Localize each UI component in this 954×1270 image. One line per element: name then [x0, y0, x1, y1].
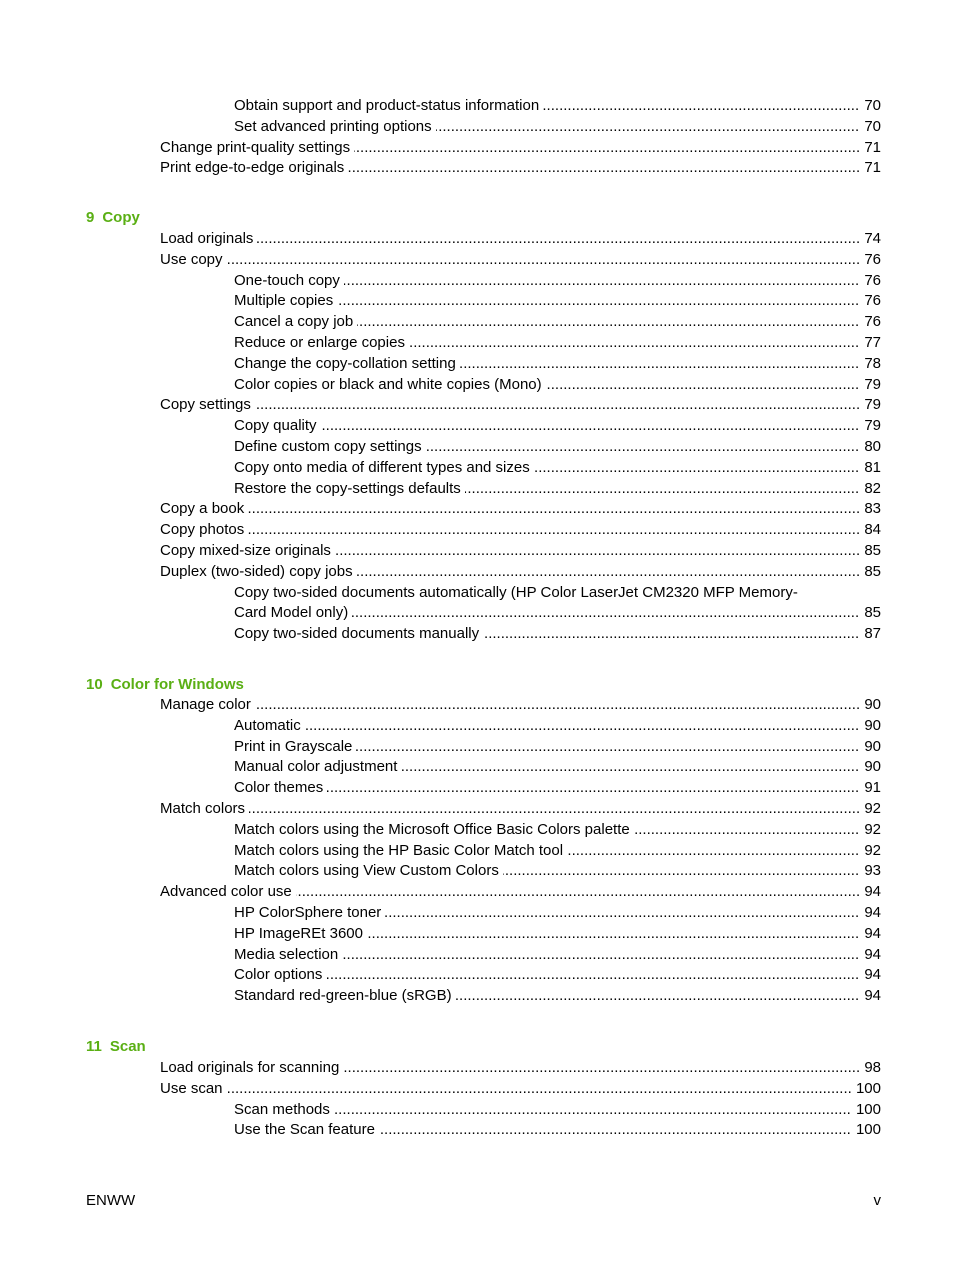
toc-entry[interactable] — [0, 757, 954, 778]
toc-entry[interactable] — [0, 562, 954, 583]
toc-entry-page-number: 78 — [860, 354, 881, 375]
toc-entry[interactable] — [0, 778, 954, 799]
toc-entry-page-number: 100 — [852, 1079, 881, 1100]
toc-entry[interactable] — [0, 965, 954, 986]
dot-leader — [160, 1079, 881, 1100]
toc-entry-title: Copy mixed-size originals — [160, 542, 335, 559]
toc-entry-title: Color options — [234, 966, 326, 983]
chapter-heading-color-for-windows[interactable] — [86, 675, 244, 695]
toc-entry-title: Copy onto media of different types and sizes — [234, 459, 534, 476]
toc-entry-page-number: 90 — [860, 757, 881, 778]
toc-entry-page-number: 71 — [860, 158, 881, 179]
toc-entry[interactable] — [0, 820, 954, 841]
toc-entry[interactable] — [0, 1079, 954, 1100]
chapter-title: Color for Windows — [110, 676, 244, 693]
toc-entry[interactable] — [0, 117, 954, 138]
toc-entry[interactable] — [0, 354, 954, 375]
toc-entry-page-number: 87 — [860, 624, 881, 645]
toc-entry-title: Obtain support and product-status information — [234, 97, 543, 114]
toc-entry-page-number: 74 — [860, 229, 881, 250]
toc-entry[interactable] — [0, 1058, 954, 1079]
toc-entry-title: Set advanced printing options — [234, 118, 436, 135]
toc-entry-title: Manage color — [160, 696, 255, 713]
toc-entry-page-number: 94 — [860, 924, 881, 945]
toc-entry-title: Copy two-sided documents manually — [234, 625, 483, 642]
toc-entry-page-number: 85 — [860, 603, 881, 624]
toc-entry[interactable] — [0, 96, 954, 117]
toc-entry-page-number: 70 — [860, 96, 881, 117]
toc-entry-page-number: 98 — [860, 1058, 881, 1079]
toc-entry[interactable] — [0, 841, 954, 862]
toc-entry-page-number: 85 — [860, 541, 881, 562]
toc-entry[interactable] — [0, 437, 954, 458]
toc-entry[interactable] — [0, 716, 954, 737]
toc-entry-page-number: 76 — [860, 250, 881, 271]
dot-leader — [160, 799, 881, 820]
toc-entry-page-number: 93 — [860, 861, 881, 882]
toc-entry[interactable] — [0, 229, 954, 250]
toc-entry-page-number: 94 — [860, 903, 881, 924]
toc-entry[interactable] — [0, 583, 954, 625]
toc-entry-page-number: 92 — [860, 820, 881, 841]
toc-entry-title: Copy quality — [234, 417, 321, 434]
toc-entry[interactable] — [0, 458, 954, 479]
dot-leader — [160, 250, 881, 271]
dot-leader — [160, 499, 881, 520]
toc-entry-page-number: 94 — [860, 965, 881, 986]
toc-entry-page-number: 70 — [860, 117, 881, 138]
dot-leader — [160, 229, 881, 250]
toc-entry-page-number: 100 — [852, 1120, 881, 1141]
toc-entry[interactable] — [0, 520, 954, 541]
toc-entry-title: Copy photos — [160, 521, 248, 538]
toc-entry-title: Match colors — [160, 800, 249, 817]
toc-entry-title: Scan methods — [234, 1101, 334, 1118]
toc-entry-title: Advanced color use — [160, 883, 296, 900]
toc-entry[interactable] — [0, 882, 954, 903]
dot-leader — [234, 778, 881, 799]
toc-entry-page-number: 92 — [860, 799, 881, 820]
toc-entry[interactable] — [0, 271, 954, 292]
toc-entry-page-number: 94 — [860, 882, 881, 903]
toc-entry[interactable] — [0, 333, 954, 354]
toc-entry-page-number: 79 — [860, 416, 881, 437]
toc-entry[interactable] — [0, 499, 954, 520]
toc-entry-page-number: 76 — [860, 312, 881, 333]
toc-entry-page-number: 76 — [860, 271, 881, 292]
toc-chapter-copy-entries — [0, 229, 954, 645]
toc-entry-page-number: 94 — [860, 945, 881, 966]
toc-entry-title: Load originals for scanning — [160, 1059, 343, 1076]
toc-entry-page-number: 91 — [860, 778, 881, 799]
toc-entry[interactable] — [0, 945, 954, 966]
toc-entry-title: Automatic — [234, 717, 305, 734]
toc-entry-title: Duplex (two-sided) copy jobs — [160, 563, 357, 580]
toc-entry-title: Use the Scan feature — [234, 1121, 379, 1138]
toc-entry-page-number: 76 — [860, 291, 881, 312]
toc-entry[interactable] — [0, 138, 954, 159]
toc-entry-page-number: 81 — [860, 458, 881, 479]
toc-entry[interactable] — [0, 737, 954, 758]
toc-entry[interactable] — [0, 479, 954, 500]
toc-entry[interactable] — [0, 395, 954, 416]
dot-leader — [234, 716, 881, 737]
chapter-title: Scan — [109, 1038, 146, 1055]
toc-entry-page-number: 90 — [860, 716, 881, 737]
toc-entry[interactable] — [0, 695, 954, 716]
toc-entry[interactable] — [0, 416, 954, 437]
footer-publication-code: ENWW — [86, 1192, 136, 1209]
toc-entry-title: Print in Grayscale — [234, 738, 356, 755]
toc-entry-title: Manual color adjustment — [234, 758, 401, 775]
toc-entry-title: Change the copy-collation setting — [234, 355, 460, 372]
toc-entry-page-number: 100 — [852, 1100, 881, 1121]
toc-entry-page-number: 79 — [860, 375, 881, 396]
footer-page-number: v — [873, 1192, 881, 1209]
toc-chapter-scan-entries — [0, 1058, 954, 1141]
toc-entry-page-number: 83 — [860, 499, 881, 520]
toc-entry-title: Copy a book — [160, 500, 248, 517]
toc-entry-title: Match colors using the HP Basic Color Match tool — [234, 842, 567, 859]
toc-entry-title: Load originals — [160, 230, 257, 247]
toc-entry-title: One-touch copy — [234, 272, 344, 289]
toc-entry[interactable] — [0, 541, 954, 562]
toc-entry-title: Use copy — [160, 251, 227, 268]
chapter-number: 11 — [86, 1038, 102, 1055]
toc-entry-page-number: 77 — [860, 333, 881, 354]
chapter-title: Copy — [102, 209, 140, 226]
toc-entry-title: Match colors using the Microsoft Office Basic Colors palette — [234, 821, 634, 838]
toc-entry[interactable] — [0, 250, 954, 271]
toc-entry-page-number: 71 — [860, 138, 881, 159]
toc-entry[interactable] — [0, 924, 954, 945]
toc-entry-page-number: 85 — [860, 562, 881, 583]
toc-entry-title: Copy two-sided documents automatically (HP Color LaserJet CM2320 MFP Memory- — [234, 583, 798, 601]
toc-entry[interactable] — [0, 799, 954, 820]
dot-leader — [234, 965, 881, 986]
toc-entry-page-number: 80 — [860, 437, 881, 458]
toc-entry-title: HP ImageREt 3600 — [234, 925, 367, 942]
toc-entry-title: Media selection — [234, 946, 342, 963]
toc-entry-title: Define custom copy settings — [234, 438, 426, 455]
toc-entry-page-number: 84 — [860, 520, 881, 541]
toc-entry[interactable] — [0, 1120, 954, 1141]
dot-leader — [160, 520, 881, 541]
toc-entry-title: Match colors using View Custom Colors — [234, 862, 503, 879]
toc-entry-title: Use scan — [160, 1080, 227, 1097]
toc-entry-title: Color themes — [234, 779, 327, 796]
toc-entry-title: Print edge-to-edge originals — [160, 159, 348, 176]
toc-entry-page-number: 92 — [860, 841, 881, 862]
toc-entry[interactable] — [0, 986, 954, 1007]
toc-entry-title: Multiple copies — [234, 292, 337, 309]
chapter-number: 9 — [86, 209, 95, 226]
toc-entry-title: Color copies or black and white copies (Mono) — [234, 376, 546, 393]
toc-entry[interactable] — [0, 903, 954, 924]
toc-entry-title: Copy settings — [160, 396, 255, 413]
toc-entry-title: Change print-quality settings — [160, 139, 354, 156]
toc-entry[interactable] — [0, 312, 954, 333]
toc-entry-title: Restore the copy-settings defaults — [234, 480, 465, 497]
toc-entry[interactable] — [0, 291, 954, 312]
toc-entry-page-number: 90 — [860, 737, 881, 758]
chapter-heading-scan[interactable] — [86, 1037, 146, 1057]
toc-entry-page-number: 82 — [860, 479, 881, 500]
toc-entry-page-number: 94 — [860, 986, 881, 1007]
toc-entry[interactable] — [0, 861, 954, 882]
toc-entry-title: Reduce or enlarge copies — [234, 334, 409, 351]
dot-leader — [160, 395, 881, 416]
chapter-number: 10 — [86, 676, 103, 693]
toc-entry[interactable] — [0, 375, 954, 396]
toc-entry-page-number: 90 — [860, 695, 881, 716]
dot-leader — [234, 416, 881, 437]
dot-leader — [160, 695, 881, 716]
toc-continued-section — [0, 96, 954, 179]
toc-entry-title: Cancel a copy job — [234, 313, 357, 330]
toc-entry-title-continued: Card Model only) — [234, 604, 352, 621]
toc-chapter-color-entries — [0, 695, 954, 1007]
toc-entry[interactable] — [0, 1100, 954, 1121]
chapter-heading-copy[interactable] — [86, 208, 140, 228]
toc-entry[interactable] — [0, 158, 954, 179]
toc-entry[interactable] — [0, 624, 954, 645]
toc-entry-title: Standard red-green-blue (sRGB) — [234, 987, 456, 1004]
toc-entry-page-number: 79 — [860, 395, 881, 416]
toc-entry-title: HP ColorSphere toner — [234, 904, 385, 921]
